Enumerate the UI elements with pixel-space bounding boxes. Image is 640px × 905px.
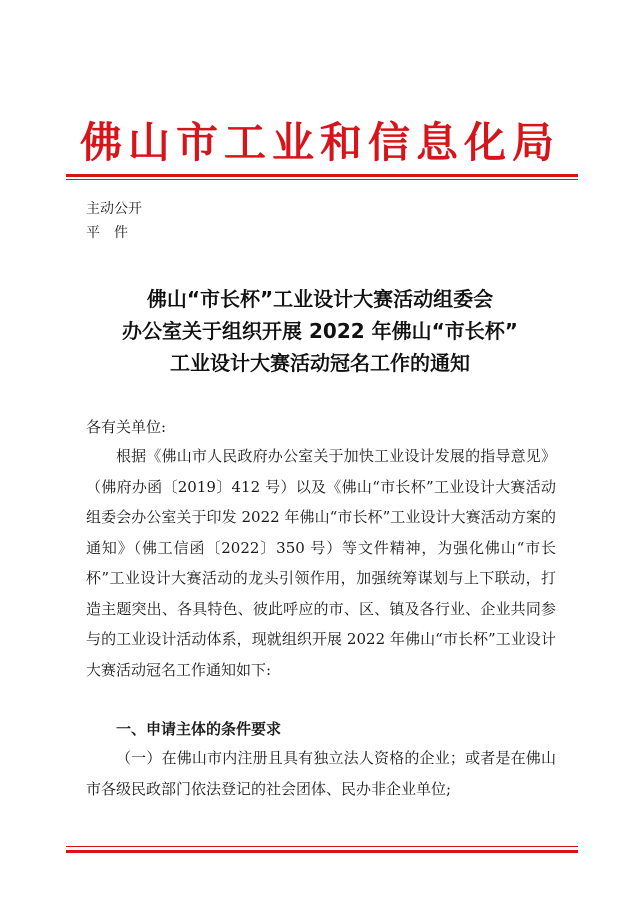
disclosure-label: 主动公开: [86, 201, 142, 217]
section-heading-1: 一、申请主体的条件要求: [116, 720, 282, 738]
urgency-label: 平 件: [86, 225, 128, 241]
clause-1: （一）在佛山市内注册且具有独立法人资格的企业；或者是在佛山市各级民政部门依法登记的社会团体、民办非企业单位;: [86, 749, 556, 798]
document-title: [60, 283, 580, 379]
masthead-rule-thick: [66, 174, 578, 177]
footer-rule-thin: [66, 846, 578, 847]
salutation: 各有关单位:: [86, 418, 167, 436]
body-paragraph-1: 根据《佛山市人民政府办公室关于加快工业设计发展的指导意见》（佛府办函〔2019〕412 号）以及《佛山“市长杯”工业设计大赛活动组委会办公室关于印发 2022 年佛山“市长杯”工业设计大赛活动方案的通知》（佛工信函〔2022〕350 号）等文件精神，为强化佛山“市长杯”工业设计大赛活动的龙头引领作用，加强统筹谋划与上下联动，打造主题突出、各具特色、彼此呼应的市、区、镇及各行业、企业共同参与的工业设计活动体系，现就组织开展 2022 年佛山“市长杯”工业设计大赛活动冠名工作通知如下:: [86, 447, 556, 679]
document-meta: [86, 197, 142, 245]
title-line-1: 佛山“市长杯”工业设计大赛活动组委会: [146, 287, 494, 311]
masthead-rule-thin: [66, 179, 578, 180]
masthead-org-name: 佛山市工业和信息化局: [79, 118, 560, 167]
title-line-3: 工业设计大赛活动冠名工作的通知: [170, 351, 470, 375]
title-line-2: 办公室关于组织开展 2022 年佛山“市长杯”: [122, 319, 518, 343]
footer-rule-thick: [66, 850, 578, 853]
